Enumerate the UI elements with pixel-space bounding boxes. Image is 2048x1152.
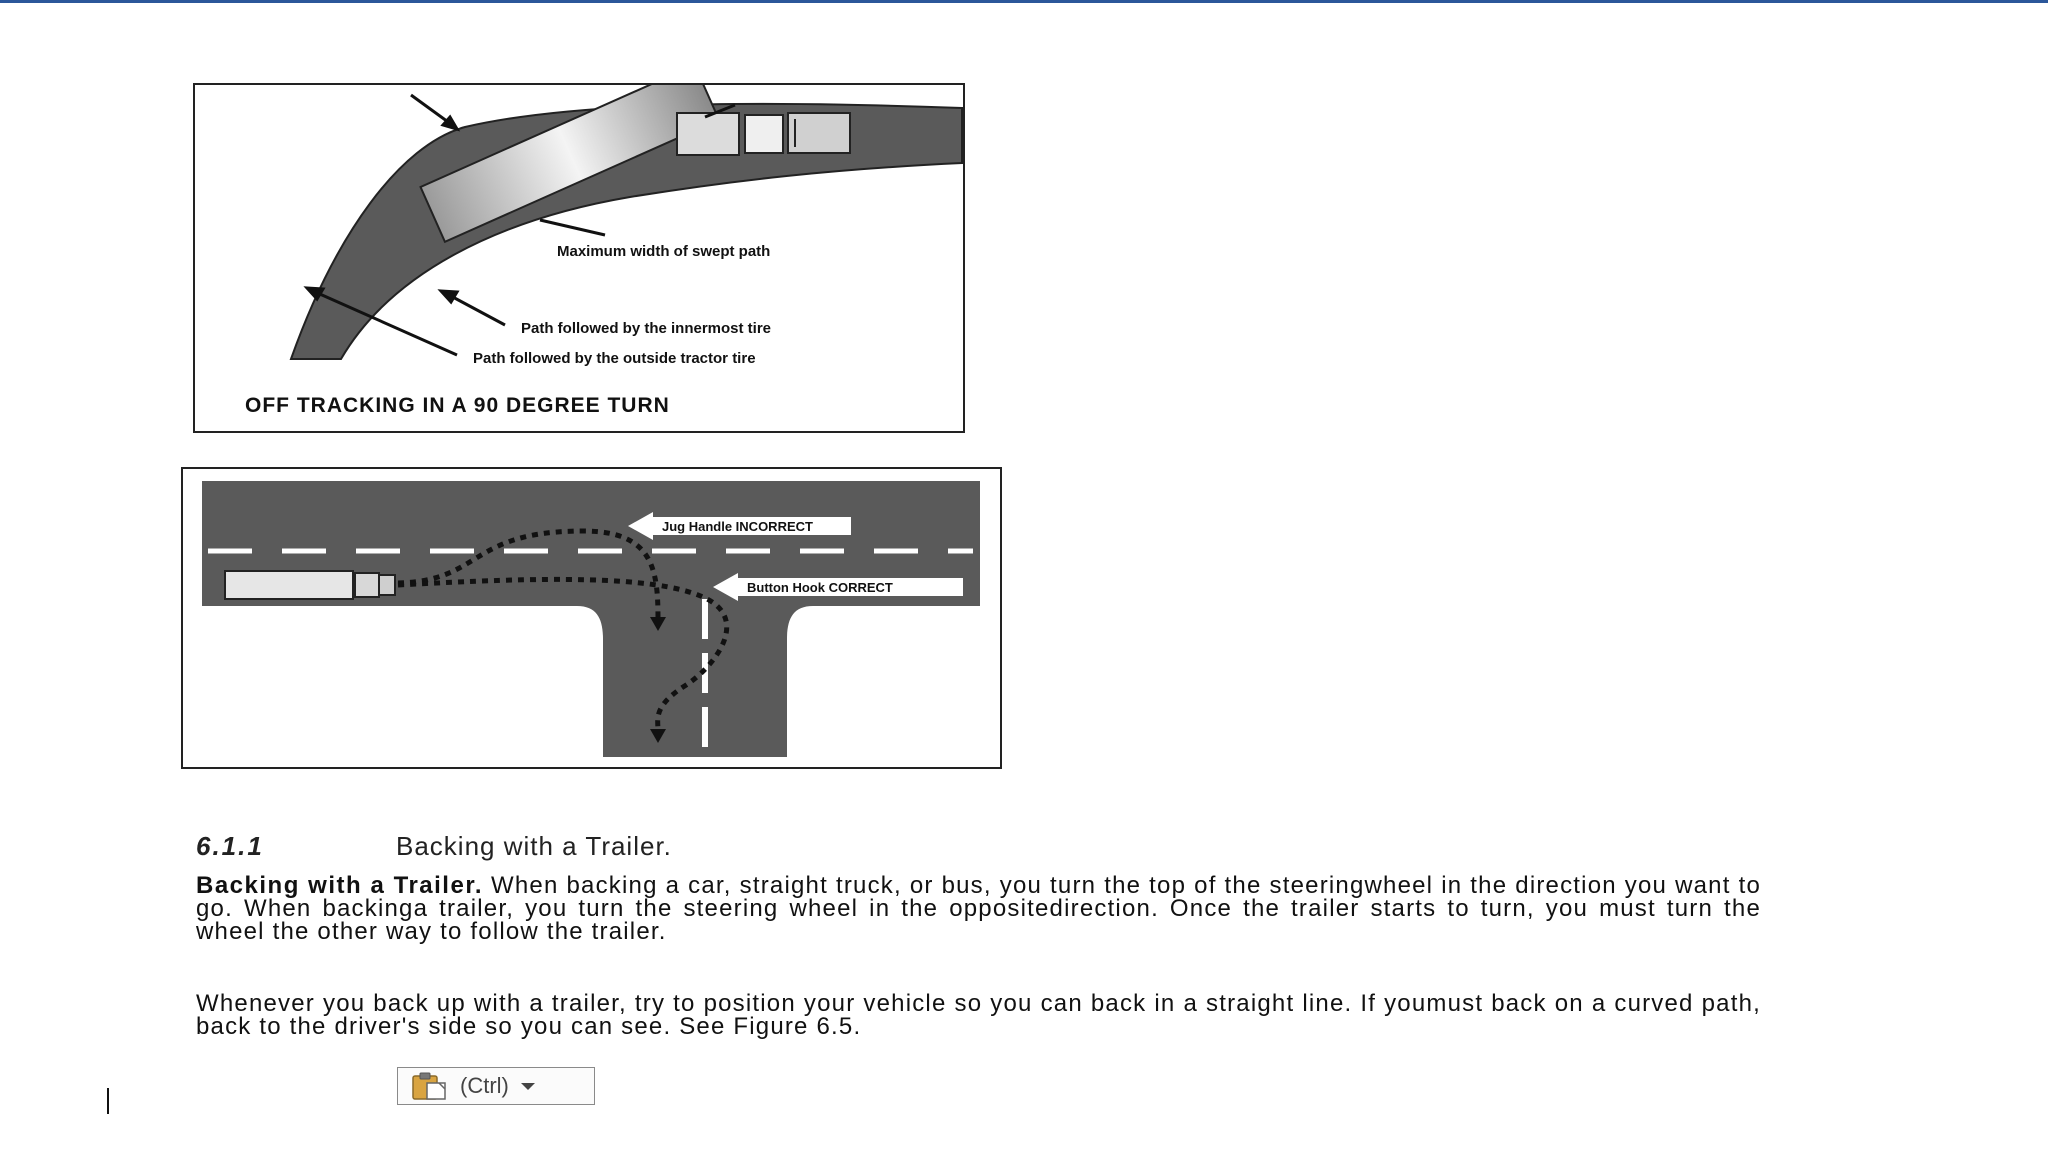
backing-paths-diagram bbox=[183, 469, 1000, 767]
paragraph-backing-trailer[interactable] bbox=[196, 874, 1761, 943]
figure1-caption: OFF TRACKING IN A 90 DEGREE TURN bbox=[245, 394, 670, 417]
chevron-down-icon[interactable] bbox=[521, 1083, 535, 1090]
window-top-border bbox=[0, 0, 2048, 3]
section-heading bbox=[196, 831, 672, 862]
label-innermost-tire: Path followed by the innermost tire bbox=[521, 320, 772, 337]
paste-options-button[interactable] bbox=[397, 1067, 595, 1105]
label-outside-tire: Path followed by the outside tractor tire bbox=[473, 350, 756, 367]
clipboard-icon bbox=[410, 1071, 450, 1101]
label-max-width: Maximum width of swept path bbox=[557, 243, 771, 260]
section-title: Backing with a Trailer. bbox=[396, 831, 672, 861]
paragraph1-text: When backing a car, straight truck, or bus, you turn the top of the steeringwheel in the direction you want to go. When backinga trailer, you turn the steering wheel in the oppositedirection. Once the trailer starts to turn, you must turn the wheel the other way to follow the trailer. bbox=[196, 872, 1761, 945]
road-t-intersection bbox=[202, 481, 980, 757]
truck bbox=[225, 571, 395, 599]
paragraph-lead: Backing with a Trailer. bbox=[196, 872, 483, 899]
text-cursor bbox=[107, 1088, 109, 1114]
tractor bbox=[677, 113, 850, 155]
off-tracking-diagram bbox=[195, 85, 963, 431]
figure-off-tracking bbox=[193, 83, 965, 433]
paragraph-straight-line[interactable] bbox=[196, 992, 1761, 1038]
label-jug-handle: Jug Handle INCORRECT bbox=[662, 519, 813, 534]
figure-backing-paths bbox=[181, 467, 1002, 769]
label-button-hook: Button Hook CORRECT bbox=[747, 580, 893, 595]
paragraph2-text: Whenever you back up with a trailer, try to position your vehicle so you can back in a straight line. If youmust back on a curved path, back to the driver's side so you can see. See Figure 6.5. bbox=[196, 990, 1761, 1040]
paste-options-label: (Ctrl) bbox=[460, 1073, 509, 1098]
section-number: 6.1.1 bbox=[196, 831, 264, 861]
